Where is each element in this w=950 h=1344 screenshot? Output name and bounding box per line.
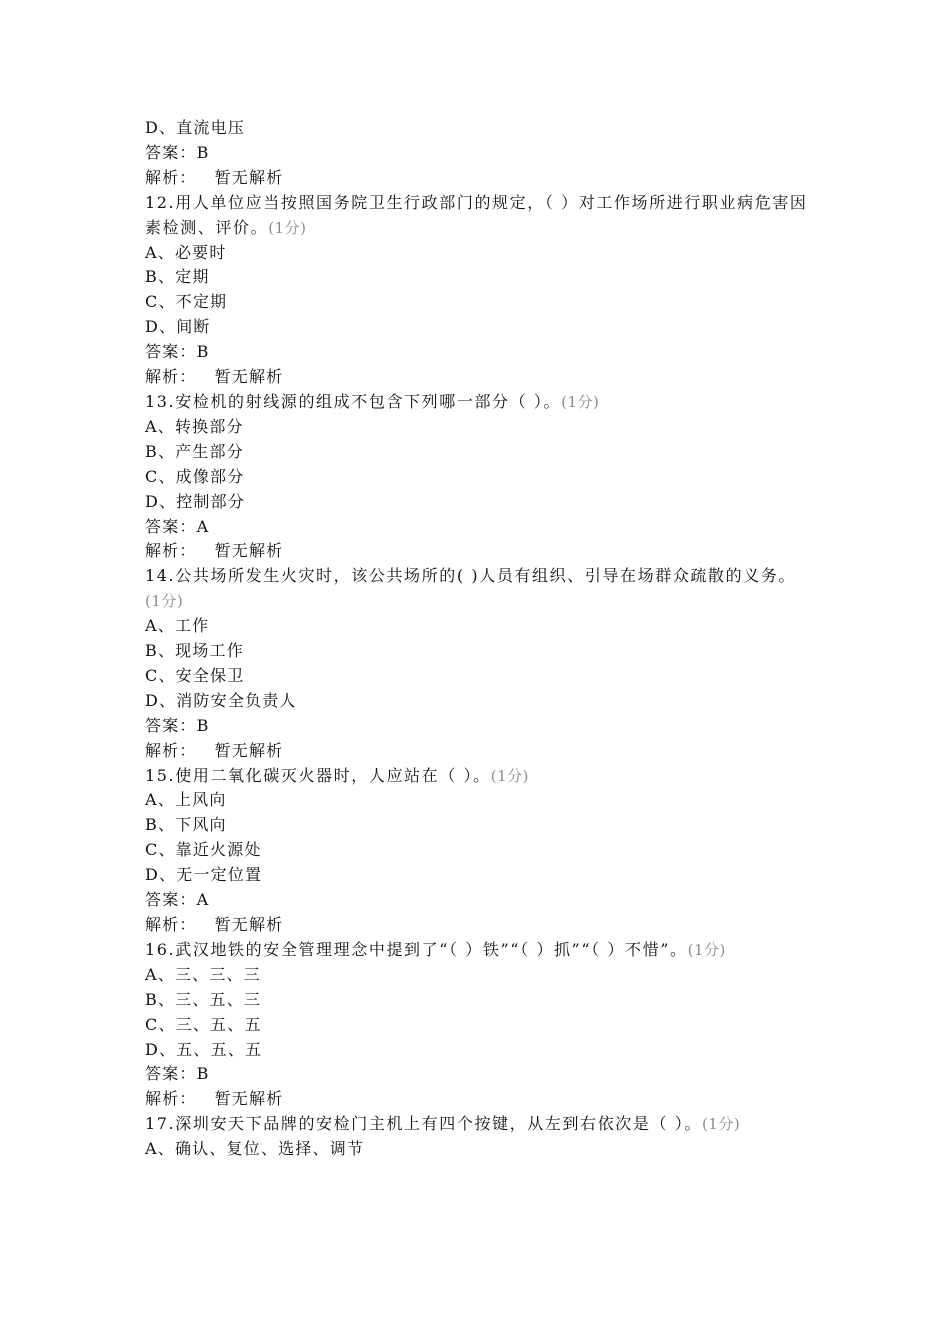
analysis — [145, 913, 825, 938]
option-c: C、安全保卫 — [145, 665, 245, 685]
option-c: C、靠近火源处 — [145, 840, 262, 860]
analysis-label: 解析： — [145, 1089, 197, 1109]
option-d: D、直流电压 — [145, 118, 246, 137]
analysis-text: 暂无解析 — [214, 367, 284, 387]
question-text: 15.使用二氧化碳灭火器时，人应站在（ ）。 — [145, 765, 491, 785]
analysis-label: 解析： — [145, 541, 197, 561]
analysis — [145, 365, 825, 390]
answer: 答案：A — [145, 890, 210, 910]
question-12-text — [145, 191, 810, 241]
question-text: 17.深圳安天下品牌的安检门主机上有四个按键，从左到右依次是（ ）。 — [145, 1114, 702, 1134]
analysis-label: 解析： — [145, 740, 197, 760]
question-score: (1分) — [490, 766, 529, 785]
question-14-text — [145, 564, 810, 614]
question-score: (1分) — [687, 940, 726, 959]
analysis — [145, 1087, 825, 1112]
question-13-text — [145, 390, 810, 415]
question-17-text — [145, 1112, 810, 1137]
analysis-text: 暂无解析 — [214, 740, 284, 760]
answer: 答案：B — [145, 142, 210, 162]
analysis-label: 解析： — [145, 915, 197, 934]
analysis — [145, 739, 825, 764]
answer: 答案：B — [145, 1064, 210, 1084]
document-page — [145, 116, 825, 1162]
option-b: B、三、五、三 — [145, 989, 262, 1009]
question-score: (1分) — [561, 392, 600, 411]
analysis — [145, 539, 825, 564]
option-d: D、控制部分 — [145, 491, 246, 511]
option-b: B、定期 — [145, 267, 210, 287]
option-a: A、工作 — [145, 616, 210, 636]
option-c: C、成像部分 — [145, 466, 245, 486]
option-c: C、不定期 — [145, 292, 228, 312]
answer: 答案：B — [145, 715, 210, 735]
option-a: A、转换部分 — [145, 416, 244, 436]
option-c: C、三、五、五 — [145, 1014, 262, 1034]
option-d: D、无一定位置 — [145, 865, 263, 885]
question-score: (1分) — [701, 1115, 741, 1134]
analysis-label: 解析： — [145, 367, 197, 387]
analysis-text: 暂无解析 — [214, 915, 284, 934]
analysis — [145, 166, 825, 191]
option-a: A、上风向 — [145, 790, 227, 810]
option-d: D、间断 — [145, 317, 211, 337]
option-b: B、下风向 — [145, 815, 227, 835]
option-a: A、必要时 — [145, 242, 227, 262]
question-text: 14.公共场所发生火灾时，该公共场所的( )人员有组织、引导在场群众疏散的义务。 — [145, 566, 797, 586]
question-15-text — [145, 764, 810, 789]
question-16-text — [145, 938, 810, 963]
question-text: 16.武汉地铁的安全管理理念中提到了“（ ）铁”“（ ）抓”“（ ）不惜”。 — [145, 939, 688, 959]
option-b: B、产生部分 — [145, 441, 244, 461]
option-d: D、消防安全负责人 — [145, 690, 297, 710]
option-a: A、确认、复位、选择、调节 — [145, 1139, 365, 1159]
answer: 答案：B — [145, 342, 210, 362]
answer: 答案：A — [145, 516, 210, 536]
analysis-text: 暂无解析 — [214, 1089, 284, 1109]
option-d: D、五、五、五 — [145, 1039, 263, 1059]
analysis-label: 解析： — [145, 167, 197, 187]
question-score: (1分) — [145, 592, 184, 611]
option-a: A、三、三、三 — [145, 964, 261, 984]
question-score: (1分) — [268, 218, 307, 237]
analysis-text: 暂无解析 — [214, 541, 284, 561]
question-text: 13.安检机的射线源的组成不包含下列哪一部分（ ）。 — [145, 391, 562, 411]
question-text: 12.用人单位应当按照国务院卫生行政部门的规定，（ ）对工作场所进行职业病危害因素检测、评价。 — [145, 192, 808, 237]
option-b: B、现场工作 — [145, 641, 244, 661]
analysis-text: 暂无解析 — [214, 167, 284, 187]
